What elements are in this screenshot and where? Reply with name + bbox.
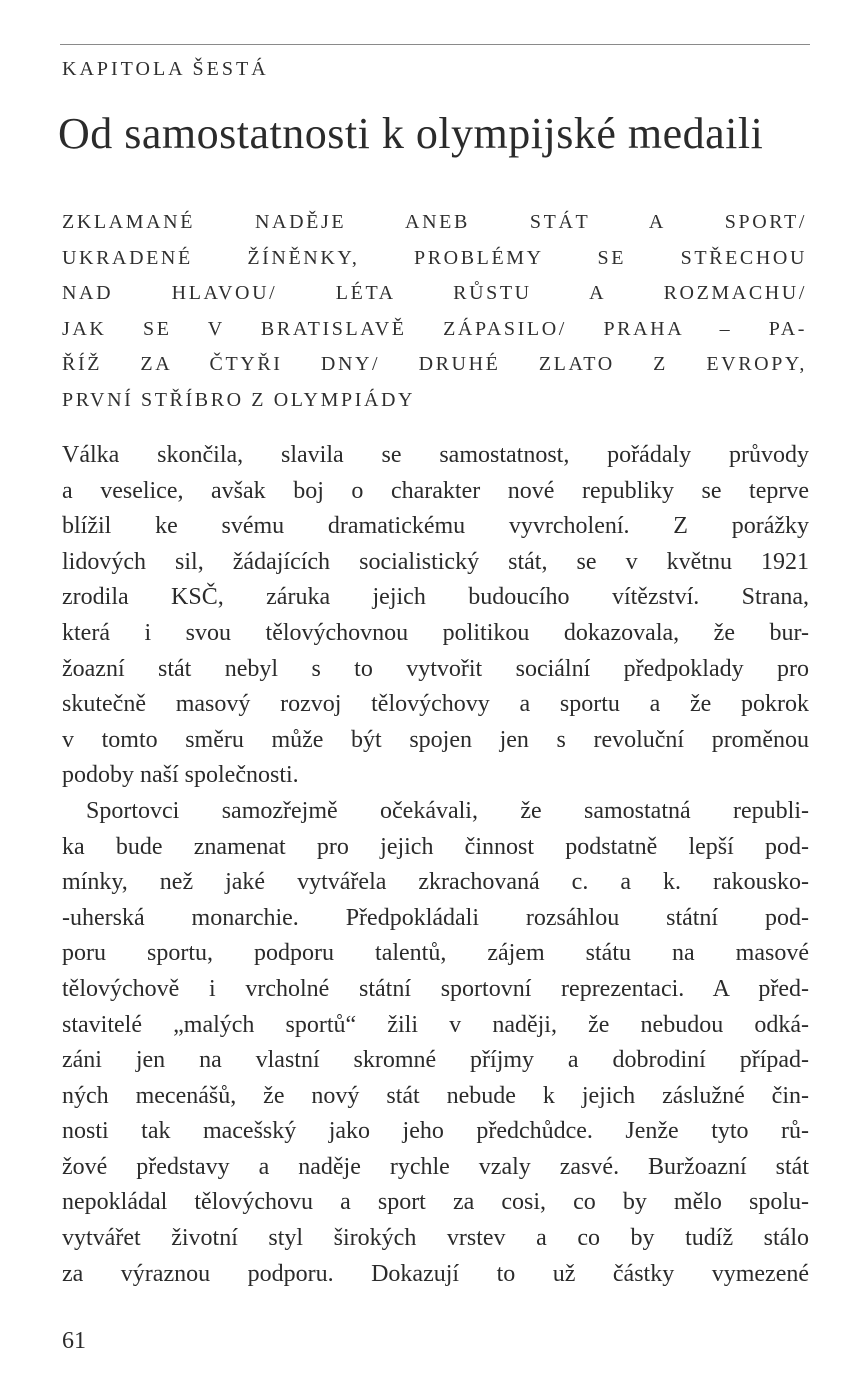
summary-line: NAD HLAVOU/ LÉTA RŮSTU A ROZMACHU/ bbox=[62, 282, 807, 304]
text-line: zrodila KSČ, záruka jejich budoucího vítězství. Strana, bbox=[62, 584, 809, 611]
text-line: blížil ke svému dramatickému vyvrcholení. Z porážky bbox=[62, 513, 809, 540]
text-line: vytvářet životní styl širokých vrstev a co by tudíž stálo bbox=[62, 1225, 809, 1252]
chapter-summary bbox=[62, 205, 807, 418]
text-line: za výraznou podporu. Dokazují to už částky vymezené bbox=[62, 1260, 809, 1287]
paragraph-2 bbox=[62, 794, 809, 1292]
text-line: podoby naší společnosti. bbox=[62, 762, 299, 789]
text-line: ka bude znamenat pro jejich činnost podstatně lepší pod- bbox=[62, 833, 809, 860]
body-text bbox=[62, 438, 809, 1292]
text-line: a veselice, avšak boj o charakter nové republiky se teprve bbox=[62, 477, 809, 504]
text-line: záni jen na vlastní skromné příjmy a dobrodiní případ- bbox=[62, 1047, 809, 1074]
header-rule bbox=[60, 44, 810, 45]
text-line: nosti tak macešský jako jeho předchůdce. Jenže tyto rů- bbox=[62, 1118, 809, 1145]
text-line: skutečně masový rozvoj tělovýchovy a sportu a že pokrok bbox=[62, 691, 809, 718]
text-line: žové představy a naděje rychle vzaly zasvé. Buržoazní stát bbox=[62, 1153, 809, 1180]
text-line: poru sportu, podporu talentů, zájem státu na masové bbox=[62, 940, 809, 967]
paragraph-1 bbox=[62, 438, 809, 794]
text-line: -uherská monarchie. Předpokládali rozsáhlou státní pod- bbox=[62, 904, 809, 931]
chapter-label: KAPITOLA ŠESTÁ bbox=[62, 58, 269, 80]
text-line: lidových sil, žádajících socialistický stát, se v květnu 1921 bbox=[62, 548, 809, 575]
text-line: Sportovci samozřejmě očekávali, že samostatná republi- bbox=[86, 797, 809, 824]
summary-line: UKRADENÉ ŽÍNĚNKY, PROBLÉMY SE STŘECHOU bbox=[62, 246, 807, 269]
text-line: žoazní stát nebyl s to vytvořit sociální předpoklady pro bbox=[62, 655, 809, 682]
text-line: v tomto směru může být spojen jen s revoluční proměnou bbox=[62, 726, 809, 753]
text-line: stavitelé „malých sportů“ žili v naději, že nebudou odká- bbox=[62, 1011, 809, 1038]
summary-line: JAK SE V BRATISLAVĚ ZÁPASILO/ PRAHA – PA- bbox=[62, 317, 807, 340]
text-line: mínky, než jaké vytvářela zkrachovaná c. a k. rakousko- bbox=[62, 869, 809, 896]
text-line: která i svou tělovýchovnou politikou dokazovala, že bur- bbox=[62, 619, 809, 646]
summary-line: ZKLAMANÉ NADĚJE ANEB STÁT A SPORT/ bbox=[62, 211, 807, 233]
summary-line: ŘÍŽ ZA ČTYŘI DNY/ DRUHÉ ZLATO Z EVROPY, bbox=[62, 353, 807, 375]
text-line: nepokládal tělovýchovu a sport za cosi, co by mělo spolu- bbox=[62, 1189, 809, 1216]
chapter-title: Od samostatnosti k olympijské medaili bbox=[58, 109, 764, 158]
text-line: ných mecenášů, že nový stát nebude k jejich záslužné čin- bbox=[62, 1082, 809, 1109]
text-line: Válka skončila, slavila se samostatnost, pořádaly průvody bbox=[62, 442, 809, 468]
text-line: tělovýchově i vrcholné státní sportovní reprezentaci. A před- bbox=[62, 975, 809, 1002]
page-number: 61 bbox=[62, 1328, 86, 1354]
summary-line: PRVNÍ STŘÍBRO Z OLYMPIÁDY bbox=[62, 388, 416, 411]
